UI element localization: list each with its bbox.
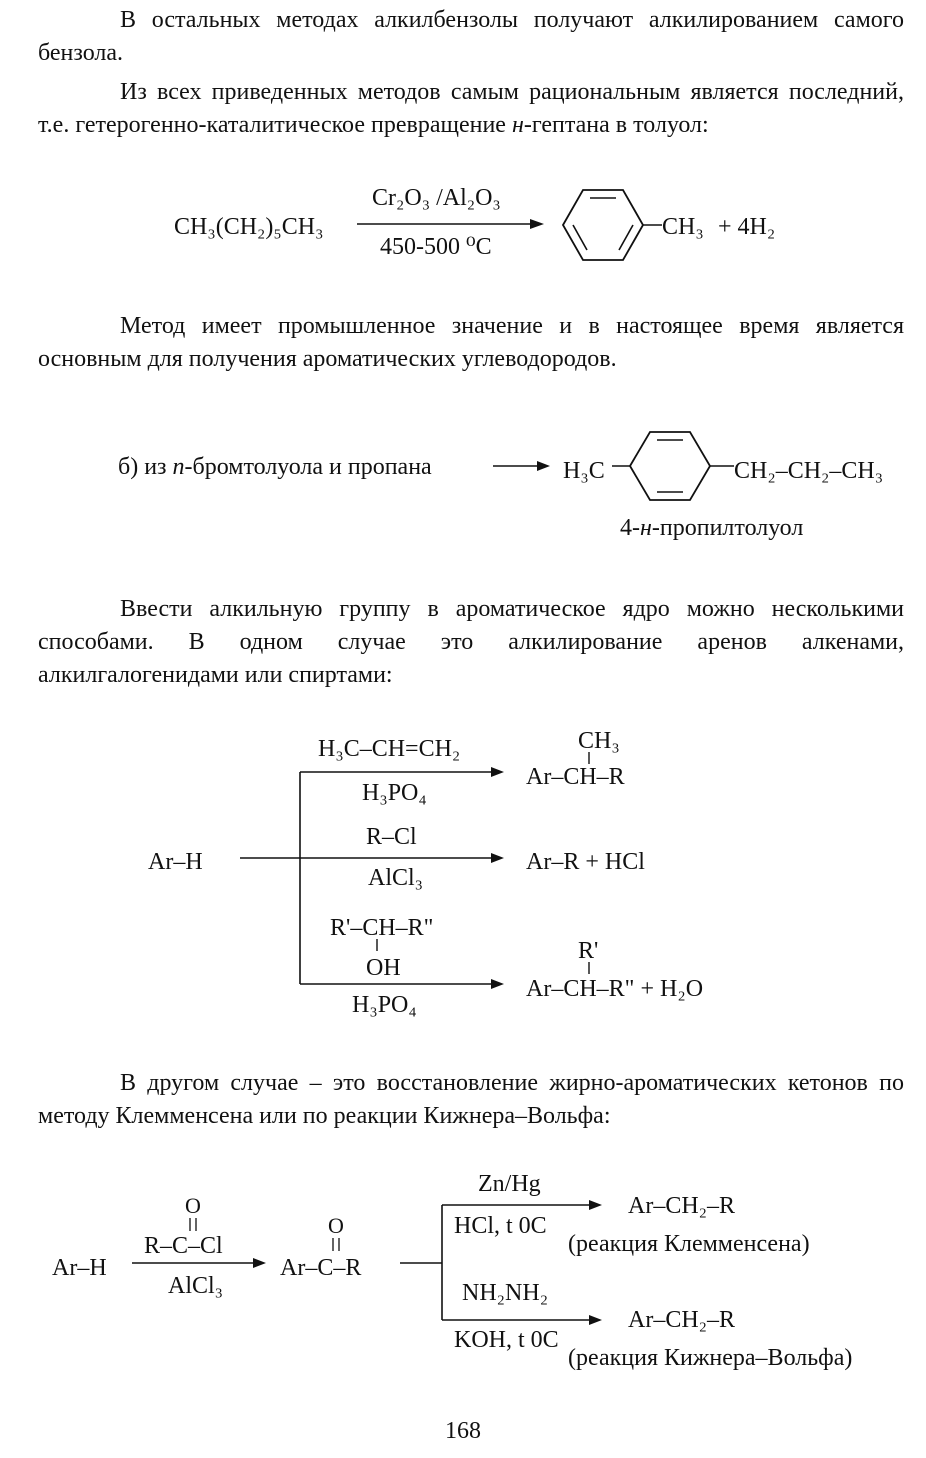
reaction-alkylation-scheme [0, 720, 926, 1030]
heptane-formula: CH₃(CH₂)₅CH₃ [174, 214, 324, 240]
hydrazine-reagent: NH₂NH₂ [462, 1280, 549, 1306]
propyl-chain: CH₂–CH₂–CH₃ [734, 458, 884, 484]
arene-reactant: Ar–H [148, 849, 203, 875]
branch1-product: Ar–CH–R [526, 764, 625, 790]
paragraph-1: В остальных методах алкилбензолы получают алкилированием самого бензола. [38, 7, 904, 66]
branch3-product: Ar–CH–R" + H₂O [526, 976, 704, 1002]
clemmensen-name: (реакция Клемменсена) [568, 1231, 810, 1257]
zinc-amalgam-reagent: Zn/Hg [478, 1171, 541, 1197]
product-name: 4-н-пропилтолуол [620, 515, 804, 541]
clemmensen-product: Ar–CH₂–R [628, 1193, 736, 1219]
synthesis-label: б) из п-бромтолуола и пропана [118, 454, 432, 480]
reaction-propyltoluene [0, 420, 926, 550]
alkyl-chloride-reagent: R–Cl [366, 824, 417, 850]
catalyst-label: Cr₂O₃ /Al₂O₃ [372, 185, 501, 211]
aluminum-chloride: AlCl₃ [368, 865, 424, 891]
methyl-group: CH₃ [662, 214, 704, 240]
acyl-oxygen: O [185, 1193, 201, 1218]
page-number: 168 [445, 1418, 481, 1444]
arrow-head [537, 461, 550, 471]
phosphoric-acid-1: H₃PO₄ [362, 780, 427, 806]
aluminum-chloride: AlCl₃ [168, 1273, 224, 1299]
reaction-reduction-scheme [0, 1165, 926, 1380]
methyl-left: H₃C [563, 458, 605, 484]
wolff-kishner-name: (реакция Кижнера–Вольфа) [568, 1345, 853, 1371]
alcohol-reagent: R'–CH–R" [330, 915, 434, 941]
clemmensen-conditions: HCl, t 0C [454, 1213, 547, 1239]
conditions-label: 450-500 ⁰C [380, 234, 492, 260]
benzene-ring [630, 432, 710, 500]
propene-reagent: H₃C–CH=CH₂ [318, 736, 461, 762]
paragraph-5: В другом случае – это восстановление жирно-ароматических кетонов по методу Клемменсена или по реакции Кижнера–Вольфа: [38, 1070, 904, 1129]
phosphoric-acid-2: H₃PO₄ [352, 992, 417, 1018]
branch2-product: Ar–R + HCl [526, 849, 645, 875]
arrow-head [530, 219, 544, 229]
paragraph-4: Ввести алкильную группу в ароматическое ядро можно несколькими способами. В одном случае это алкилирование аренов алкенами, алкилгалогенидами или спиртами: [38, 596, 904, 688]
methyl-substituent: CH₃ [578, 728, 620, 754]
wolff-kishner-conditions: KOH, t 0C [454, 1327, 559, 1353]
hydroxyl-group: OH [366, 955, 401, 981]
hydrogen-byproduct: + 4H₂ [718, 214, 776, 240]
acyl-chloride-reagent: R–C–Cl [144, 1233, 223, 1259]
paragraph-3: Метод имеет промышленное значение и в настоящее время является основным для получения ароматических углеводородов. [38, 313, 904, 372]
reaction-heptane-toluene [0, 170, 926, 280]
wolff-kishner-product: Ar–CH₂–R [628, 1307, 736, 1333]
benzene-ring [563, 190, 643, 260]
ketone-intermediate: Ar–C–R [280, 1255, 362, 1281]
arene-reactant: Ar–H [52, 1255, 107, 1281]
r-prime-substituent: R' [578, 938, 599, 964]
ketone-oxygen: O [328, 1213, 344, 1238]
paragraph-2: Из всех приведенных методов самым рациональным является последний, т.е. гетерогенно-каталитическое превращение н-гептана в толуол: [38, 79, 904, 138]
